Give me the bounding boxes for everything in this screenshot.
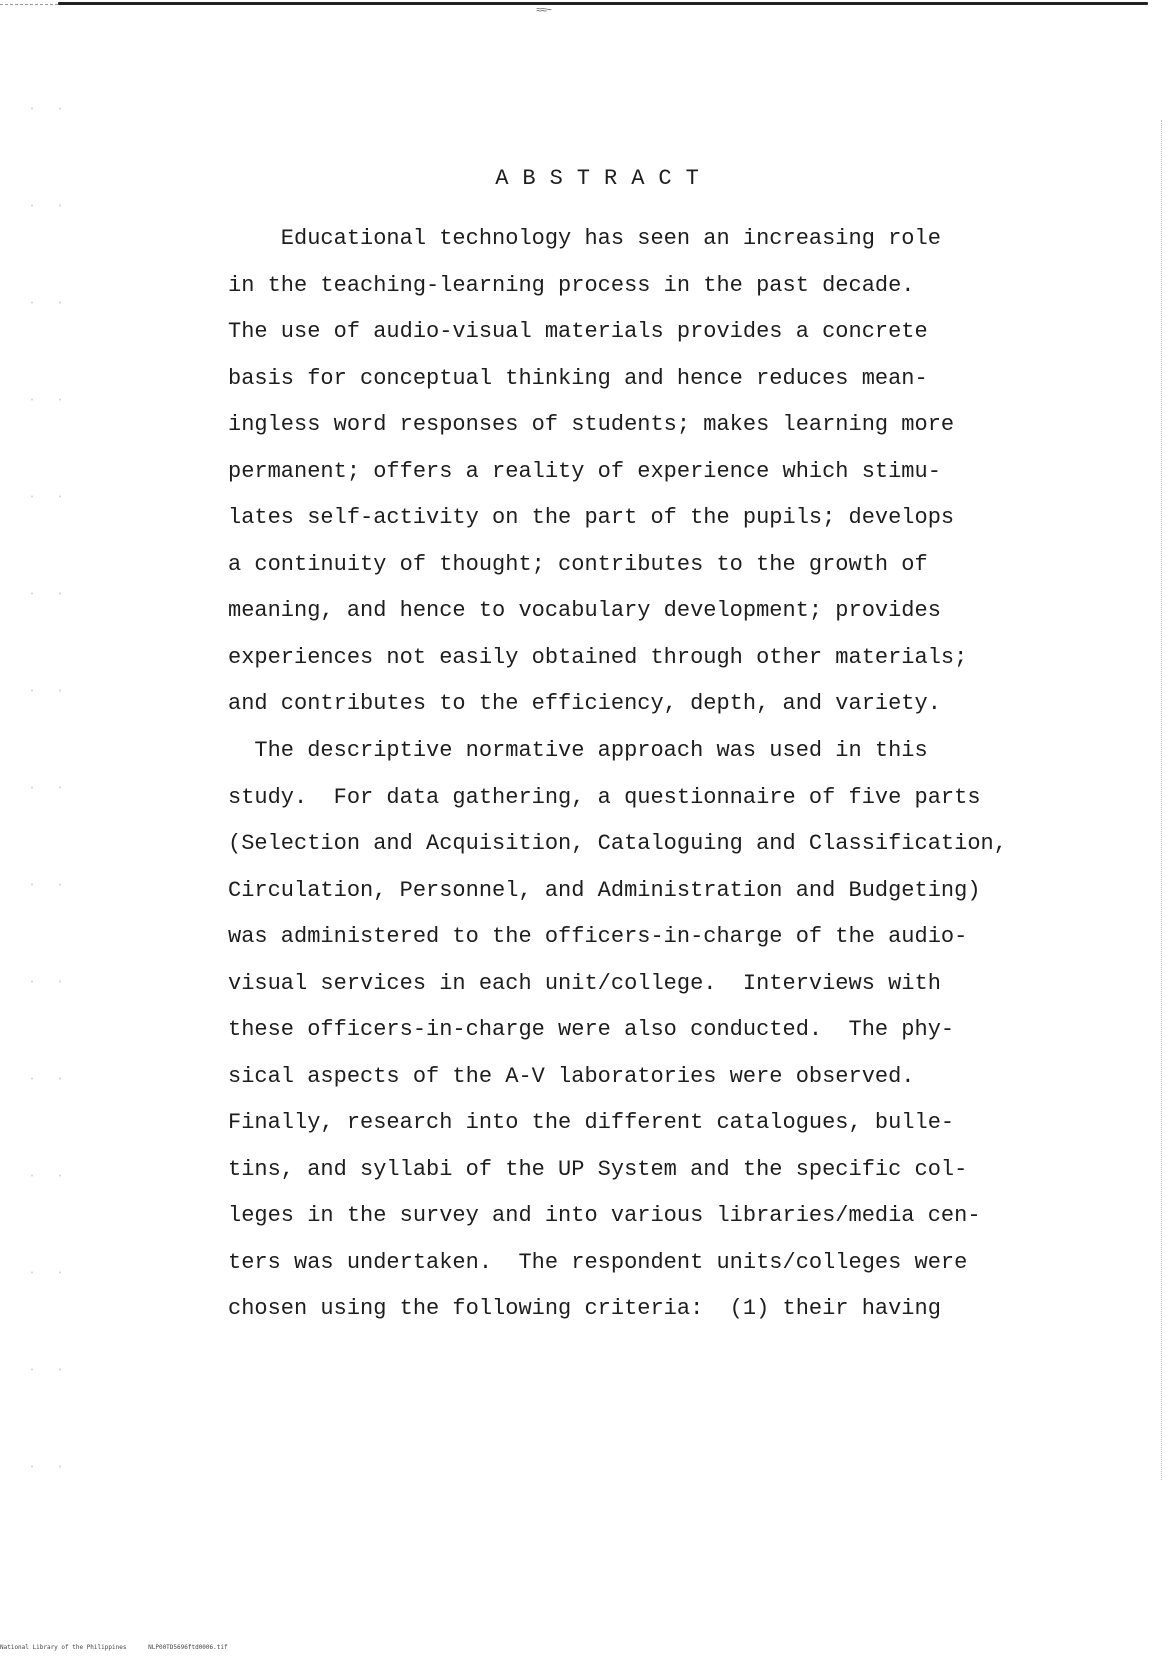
text-line: sical aspects of the A-V laboratories were observed. (228, 1063, 915, 1089)
text-line: tins, and syllabi of the UP System and the specific col- (228, 1156, 968, 1182)
footer-filename: NLP00TD5696ftd0006.tif (148, 1644, 228, 1651)
text-line: experiences not easily obtained through other materials; (228, 644, 968, 670)
text-line: was administered to the officers-in-charge of the audio- (228, 924, 968, 949)
abstract-title: ABSTRACT (495, 166, 713, 191)
right-page-edge (1160, 120, 1162, 1480)
text-line: chosen using the following criteria: (1) their having (228, 1296, 941, 1321)
scan-speckle (18, 60, 78, 1560)
text-line: ingless word responses of students; makes learning more (228, 412, 955, 437)
text-line: (Selection and Acquisition, Cataloguing and Classification, (228, 831, 1007, 856)
text-line: study. For data gathering, a questionnaire of five parts (228, 784, 981, 810)
text-line: a continuity of thought; contributes to the growth of (228, 551, 928, 577)
text-line: visual services in each unit/college. Interviews with (228, 970, 941, 996)
scan-edge-mark (0, 4, 58, 6)
text-line: lates self-activity on the part of the pupils; develops (228, 505, 955, 530)
text-line: permanent; offers a reality of experience which stimu- (228, 458, 941, 484)
text-line: Educational technology has seen an increasing role (228, 226, 941, 251)
text-line: these officers-in-charge were also conducted. The phy- (228, 1017, 955, 1042)
top-border-line (58, 2, 1148, 5)
text-line: leges in the survey and into various libraries/media cen- (228, 1203, 981, 1228)
abstract-paragraph-2 (228, 728, 1088, 1333)
text-line: ters was undertaken. The respondent units/colleges were (228, 1249, 968, 1275)
scan-artifact-mark: ≈≈~ (536, 6, 552, 17)
footer-source: National Library of the Philippines (0, 1644, 127, 1651)
scan-footer (0, 1644, 228, 1651)
text-line: meaning, and hence to vocabulary development; provides (228, 598, 941, 623)
text-line: in the teaching-learning process in the past decade. (228, 272, 915, 298)
text-line: The use of audio-visual materials provides a concrete (228, 319, 928, 344)
text-line: The descriptive normative approach was used in this (228, 738, 928, 763)
text-line: and contributes to the efficiency, depth, and variety. (228, 691, 941, 716)
text-line: basis for conceptual thinking and hence reduces mean- (228, 365, 928, 391)
abstract-paragraph-1 (228, 216, 1088, 728)
text-line: Finally, research into the different catalogues, bulle- (228, 1110, 955, 1135)
text-line: Circulation, Personnel, and Administration and Budgeting) (228, 877, 981, 903)
